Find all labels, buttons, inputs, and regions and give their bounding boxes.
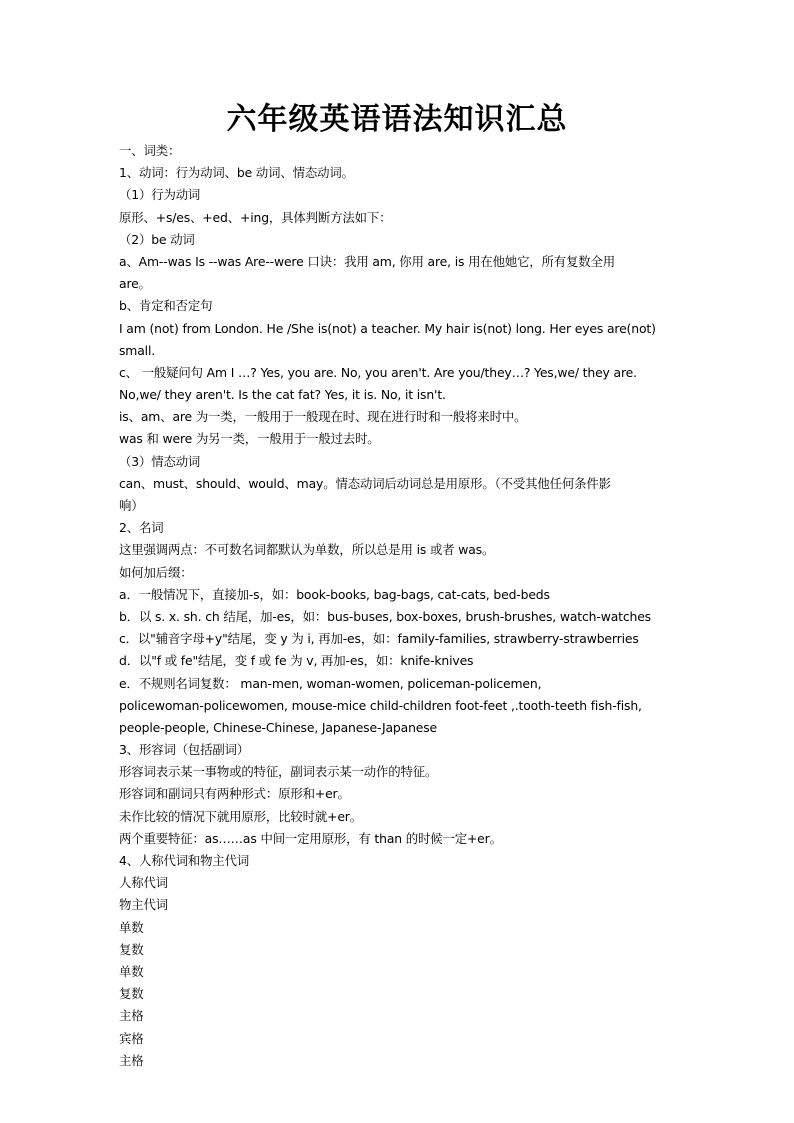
text-line: 主格 — [119, 1008, 144, 1024]
text-line: I am (not) from London. He /She is(not) a teacher. My hair is(not) long. Her eyes are(not) — [119, 320, 656, 336]
text-line: 单数 — [119, 919, 144, 935]
text-line: 如何加后缀： — [119, 564, 193, 580]
text-line: is、am、are 为一类，一般用于一般现在时、现在进行时和一般将来时中。 — [119, 409, 527, 425]
text-line: （1）行为动词 — [119, 187, 201, 203]
page-title: 六年级英语语法知识汇总 — [226, 102, 568, 137]
text-line: 人称代词 — [119, 875, 168, 891]
text-line: No,we/ they aren't. Is the cat fat? Yes, it is. No, it isn't. — [119, 387, 446, 403]
text-line: was 和 were 为另一类，一般用于一般过去时。 — [119, 431, 380, 447]
text-line: people-people, Chinese-Chinese, Japanese-Japanese — [119, 719, 438, 735]
text-line: 4、人称代词和物主代词 — [119, 853, 250, 868]
text-line: policewoman-policewomen, mouse-mice child-children foot-feet ,.tooth-teeth fish-fish, — [119, 697, 642, 713]
text-line: c．以"辅音字母+y"结尾，变 y 为 i, 再加-es，如：family-families, strawberry-strawberries — [119, 631, 639, 647]
text-line: are。 — [119, 276, 151, 292]
text-line: 响） — [119, 498, 144, 513]
text-line: （3）情态动词 — [119, 453, 201, 469]
text-line: （2）be 动词 — [119, 231, 195, 247]
text-line: 1、动词：行为动词、be 动词、情态动词。 — [119, 165, 354, 181]
text-line: b、肯定和否定句 — [119, 298, 213, 314]
text-line: 原形、+s/es、+ed、+ing，具体判断方法如下： — [119, 209, 392, 225]
text-line: 宾格 — [119, 1030, 144, 1046]
text-line: a、Am--was Is --was Are--were 口诀：我用 am, 你用 are, is 用在他她它，所有复数全用 — [119, 253, 615, 269]
text-line: c、 一般疑问句 Am I …? Yes, you are. No, you aren't. Are you/they…? Yes,we/ they are. — [119, 364, 637, 380]
text-line: can、must、should、would、may。情态动词后动词总是用原形。（不受其他任何条件影 — [119, 475, 611, 491]
document-body — [119, 140, 681, 1072]
text-line: 形容词表示某一事物或的特征，副词表示某一动作的特征。 — [119, 764, 438, 780]
text-line: 物主代词 — [119, 897, 168, 913]
text-line: 这里强调两点：不可数名词都默认为单数，所以总是用 is 或者 was。 — [119, 542, 495, 558]
text-line: 未作比较的情况下就用原形，比较时就+er。 — [119, 808, 362, 824]
text-line: b．以 s. x. sh. ch 结尾，加-es，如：bus-buses, box-boxes, brush-brushes, watch-watches — [119, 608, 651, 624]
text-line: 一、词类： — [119, 143, 181, 158]
text-line: 两个重要特征：as……as 中间一定用原形，有 than 的时候一定+er。 — [119, 830, 502, 846]
text-line: e．不规则名词复数： man-men, woman-women, policeman-policemen, — [119, 675, 542, 691]
text-line: a．一般情况下，直接加-s，如：book-books, bag-bags, cat-cats, bed-beds — [119, 586, 550, 602]
text-line: 形容词和副词只有两种形式：原形和+er。 — [119, 786, 350, 802]
text-line: 3、形容词（包括副词） — [119, 742, 250, 758]
text-line: 复数 — [119, 941, 144, 957]
text-line: 主格 — [119, 1052, 144, 1068]
text-line: 2、名词 — [119, 520, 164, 536]
text-line: small. — [119, 342, 156, 358]
text-line: 复数 — [119, 986, 144, 1002]
text-line: 单数 — [119, 963, 144, 979]
text-line: d．以"f 或 fe"结尾，变 f 或 fe 为 v, 再加-es，如：knife-knives — [119, 653, 474, 669]
